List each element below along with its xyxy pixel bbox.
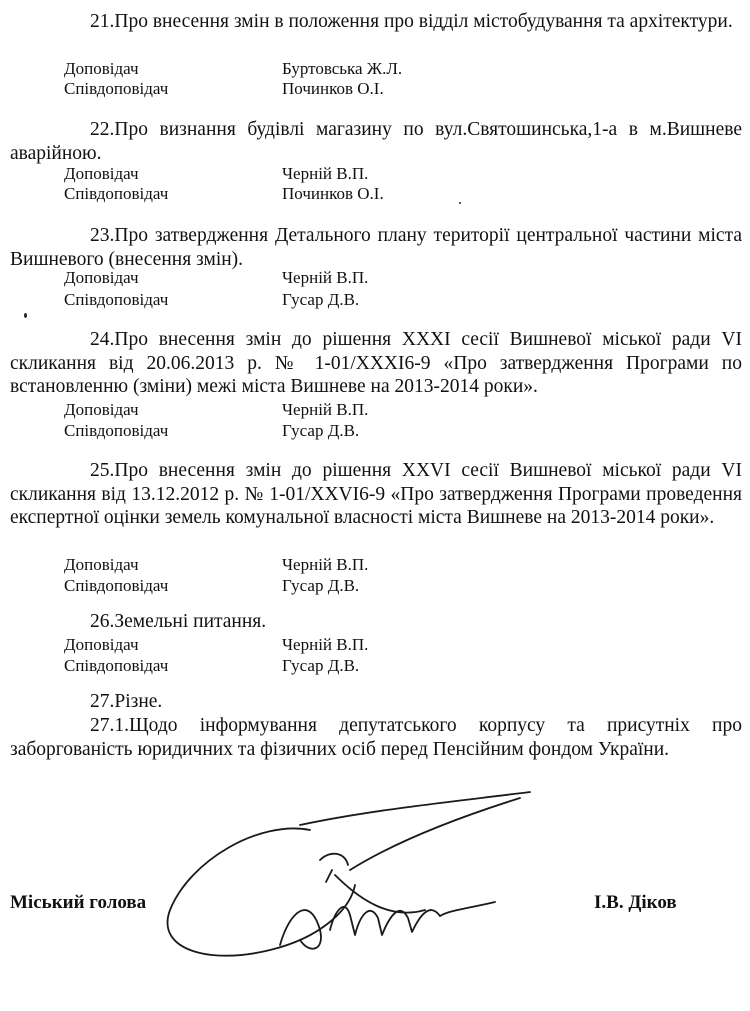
speaker-label: Доповідач [64,635,139,654]
speaker-name: Черній В.П. [282,635,369,654]
speaker-label: Доповідач [64,555,139,574]
speaker-name: Буртовська Ж.Л. [282,59,403,78]
speaker-label: Доповідач [64,268,139,287]
agenda-item-23: 23.Про затвердження Детального плану території центральної частини міста Вишневого (внесення змін). [10,225,742,270]
signature-scribble [150,790,600,990]
cospeaker-label: Співдоповідач [64,290,169,309]
speaker-name: Черній В.П. [282,164,369,183]
cospeaker-name: Гусар Д.В. [282,421,360,440]
agenda-item-27-1: 27.1.Щодо інформування депутатського корпусу та присутніх про заборгованість юридичних та фізичних осіб перед Пенсійним фондом України. [10,715,742,760]
cospeaker-name: Починков О.І. [282,79,384,98]
agenda-item-22: 22.Про визнання будівлі магазину по вул.Святошинська,1-а в м.Вишневе аварійною. [10,119,742,164]
agenda-item-24: 24.Про внесення змін до рішення XXXI сесії Вишневої міської ради VI скликання від 20.06.2013 р. № 1-01/XXXI6-9 «Про затвердження Програми по встановленню (зміни) межі міста Вишневе на 2013-2014 роки». [10,329,742,397]
speaker-name: Черній В.П. [282,268,369,287]
speaker-label: Доповідач [64,164,139,183]
speaker-label: Доповідач [64,400,139,419]
scan-speck [24,313,27,318]
agenda-item-27: 27.Різне. [90,691,163,712]
signer-title: Міський голова [10,892,147,913]
cospeaker-label: Співдоповідач [64,576,169,595]
speaker-label: Доповідач [64,59,139,78]
scan-speck [459,202,461,204]
cospeaker-label: Співдоповідач [64,421,169,440]
speaker-name: Черній В.П. [282,555,369,574]
agenda-item-21: 21.Про внесення змін в положення про відділ містобудування та архітектури. [90,11,733,32]
cospeaker-name: Починков О.І. [282,184,384,203]
agenda-item-25: 25.Про внесення змін до рішення XXVI сесії Вишневої міської ради VI скликання від 13.12.2012 р. № 1-01/XXVI6-9 «Про затвердження Програми проведення експертної оцінки земель комунальної власності міста Вишневе на 2013-2014 роки». [10,460,742,528]
cospeaker-name: Гусар Д.В. [282,290,360,309]
speaker-name: Черній В.П. [282,400,369,419]
cospeaker-name: Гусар Д.В. [282,656,360,675]
signer-name: І.В. Діков [594,892,677,913]
cospeaker-label: Співдоповідач [64,184,169,203]
cospeaker-label: Співдоповідач [64,656,169,675]
agenda-item-26: 26.Земельні питання. [90,611,267,632]
cospeaker-name: Гусар Д.В. [282,576,360,595]
cospeaker-label: Співдоповідач [64,79,169,98]
